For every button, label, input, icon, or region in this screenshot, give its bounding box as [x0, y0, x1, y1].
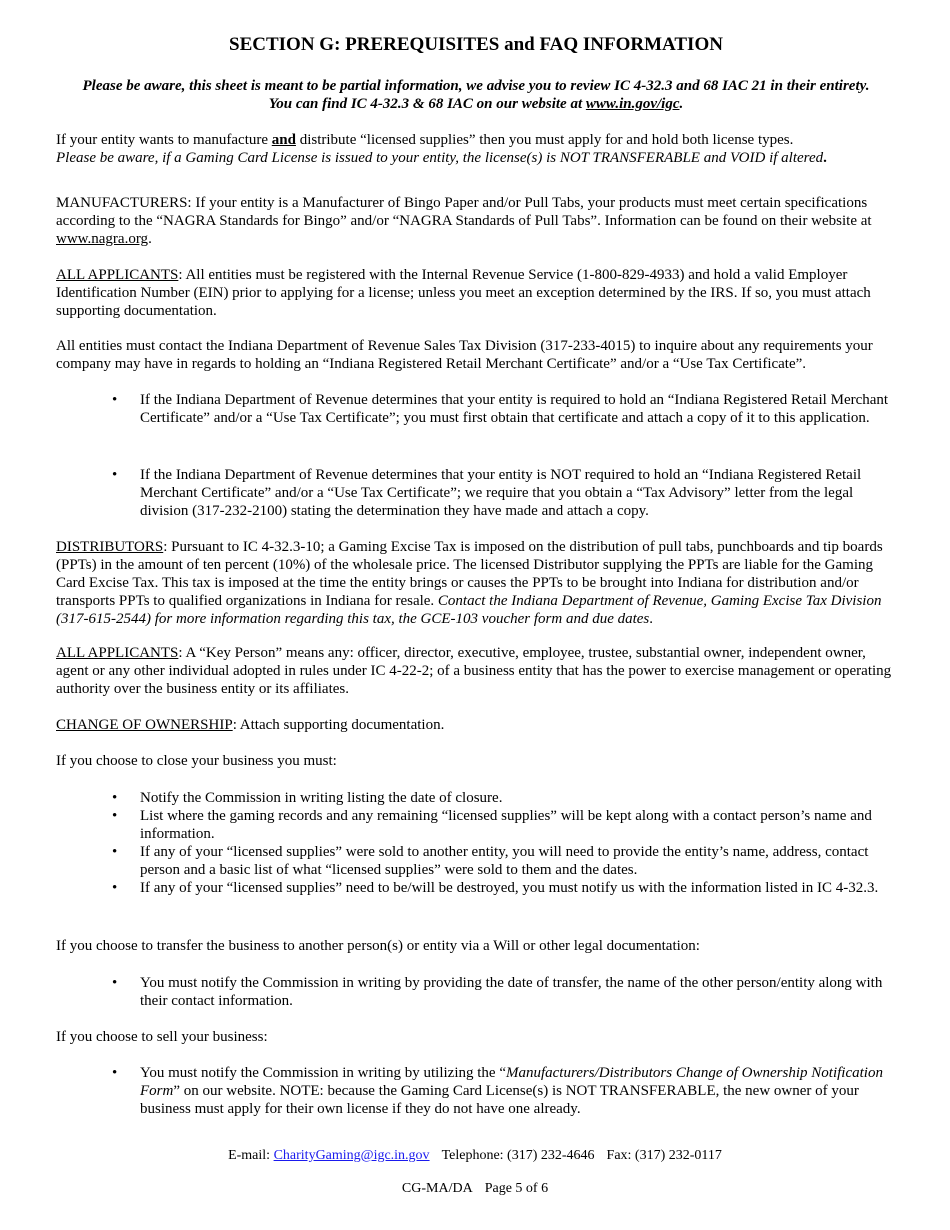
distributors-paragraph: DISTRIBUTORS: Pursuant to IC 4-32.3-10; a Gaming Excise Tax is imposed on the distribution of pull tabs, punchboards and tip boards (PPTs) in the amount of ten percent (10%) of the wholesale price. The licensed Distributor supplying the PPTs are liable for the Gaming Card Excise Tax. This tax is imposed at the time the entity brings or causes the PPTs to be brought into Indiana for distribution and/or transports PPTs to qualified organizations in Indiana for resale. Contact the Indiana Department of Revenue, Gaming Excise Tax Division (317-615-2544) for more information regarding this tax, the GCE-103 voucher form and due dates. [56, 539, 883, 627]
nagra-website-link[interactable]: www.nagra.org [56, 231, 149, 247]
all-applicants-label: ALL APPLICANTS [56, 645, 179, 661]
transfer-business-intro: If you choose to transfer the business to another person(s) or entity via a Will or other legal documentation: [56, 938, 700, 954]
review-notice [56, 77, 896, 113]
page-number: Page 5 of 6 [484, 1181, 549, 1196]
transfer-business-list [56, 974, 896, 1010]
footer-contact: E-mail: CharityGaming@igc.in.gov Telephone: (317) 232-4646 Fax: (317) 232-0117 [228, 1148, 722, 1163]
list-item: • You must notify the Commission in writing by providing the date of transfer, the name of the other person/entity along with their contact information. [56, 974, 896, 1010]
footer-page-info [0, 1180, 950, 1198]
list-item: • If the Indiana Department of Revenue determines that your entity is required to hold an “Indiana Registered Retail Merchant Certificate” and/or a “Use Tax Certificate”; you must first obtain that certificate and attach a copy of it to this application. [56, 391, 896, 427]
manufacturers-paragraph: MANUFACTURERS: If your entity is a Manufacturer of Bingo Paper and/or Pull Tabs, your products must meet certain specifications according to the “NAGRA Standards for Bingo” and/or “NAGRA Standards of Pull Tabs”. Information can be found on their website at www.nagra.org. [56, 195, 872, 247]
key-person-paragraph: ALL APPLICANTS: A “Key Person” means any: officer, director, executive, employee, trustee, substantial owner, independent owner, agent or any other individual adopted in rules under IC 4-22-2; of a business entity that has the power to exercise management or operating authority over the business entity or its affiliates. [56, 645, 892, 697]
form-id: CG-MA/DA [401, 1181, 473, 1196]
all-applicants-ein-paragraph: ALL APPLICANTS: All entities must be registered with the Internal Revenue Service (1-800-829-4933) and hold a valid Employer Identification Number (EIN) prior to applying for a license; unless you meet an exception determined by the IRS. If so, you must attach supporting documentation. [56, 267, 871, 319]
revenue-contact-paragraph: All entities must contact the Indiana Department of Revenue Sales Tax Division (317-233-4015) to inquire about any requirements your company may have in regards to holding an “Indiana Registered Retail Merchant Certificate” and/or a “Use Tax Certificate”. [56, 338, 873, 372]
all-applicants-label: ALL APPLICANTS [56, 267, 179, 283]
revenue-bullet-list [56, 391, 896, 427]
non-transferable-warning: Please be aware, if a Gaming Card License is issued to your entity, the license(s) is NOT TRANSFERABLE and VOID if altered [56, 150, 824, 166]
revenue-bullet-list-2 [56, 466, 896, 520]
change-ownership-paragraph: CHANGE OF OWNERSHIP: Attach supporting documentation. [56, 717, 445, 733]
sell-business-intro: If you choose to sell your business: [56, 1029, 268, 1045]
notice-line-2: You can find IC 4-32.3 & 68 IAC on our website at www.in.gov/igc. [268, 96, 684, 112]
telephone: Telephone: (317) 232-4646 [441, 1148, 595, 1163]
notice-line-1: Please be aware, this sheet is meant to be partial information, we advise you to review IC 4-32.3 and 68 IAC 21 in their entirety. [82, 78, 870, 94]
list-item: • If the Indiana Department of Revenue determines that your entity is NOT required to hold an “Indiana Registered Retail Merchant Certificate” and/or a “Use Tax Certificate”; we require that you obtain a “Tax Advisory” letter from the legal division (317-232-2100) stating the determination they have made and attach a copy. [56, 466, 896, 520]
sell-business-list [56, 1064, 896, 1118]
list-item: • If any of your “licensed supplies” need to be/will be destroyed, you must notify us with the information listed in IC 4-32.3. [56, 879, 896, 897]
list-item: • If any of your “licensed supplies” were sold to another entity, you will need to provide the entity’s name, address, contact person and a basic list of what “licensed supplies” were sold to them and the dates. [56, 843, 896, 879]
change-ownership-label: CHANGE OF OWNERSHIP [56, 717, 233, 733]
list-item: • List where the gaming records and any remaining “licensed supplies” will be kept along with a contact person’s name and information. [56, 807, 896, 843]
close-business-intro: If you choose to close your business you must: [56, 753, 337, 769]
change-of-ownership-form-name: Manufacturers/Distributors Change of Ownership Notification Form [140, 1065, 883, 1099]
close-business-list [56, 789, 896, 897]
list-item: • You must notify the Commission in writing by utilizing the “Manufacturers/Distributors Change of Ownership Notification Form” on our website. NOTE: because the Gaming Card License(s) is NOT TRANSFERABLE, the new owner of your business must apply for their own license if they do not have one already. [56, 1064, 896, 1118]
distributors-label: DISTRIBUTORS [56, 539, 164, 555]
license-intro: If your entity wants to manufacture and distribute “licensed supplies” then you must apply for and hold both license types. Please be aware, if a Gaming Card License is issued to your entity, the license(s) is NOT TRANSFERABLE and VOID if altered. [56, 132, 827, 166]
section-title: SECTION G: PREREQUISITES and FAQ INFORMATION [229, 34, 723, 55]
list-item: • Notify the Commission in writing listing the date of closure. [56, 789, 896, 807]
igc-website-link[interactable]: www.in.gov/igc [585, 96, 680, 112]
email-link[interactable]: CharityGaming@igc.in.gov [273, 1148, 430, 1163]
fax: Fax: (317) 232-0117 [606, 1148, 722, 1163]
and-emphasis: and [271, 132, 296, 148]
